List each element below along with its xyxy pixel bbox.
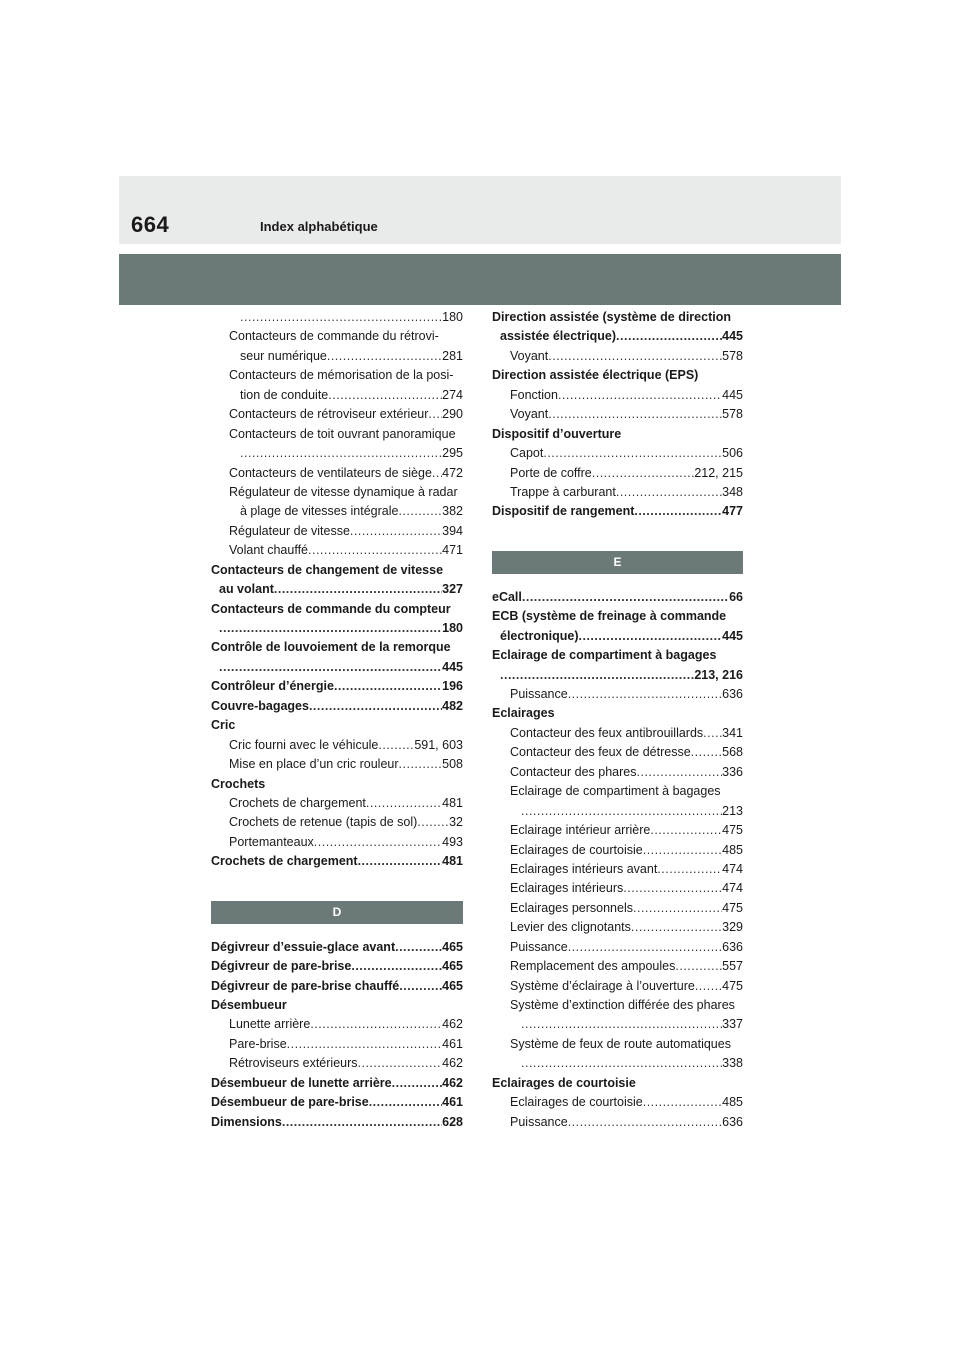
entry-label: Puissance <box>510 1114 568 1129</box>
dot-leader <box>521 1054 722 1073</box>
index-subentry <box>492 464 743 483</box>
page-reference: 508 <box>442 757 463 772</box>
dot-leader <box>351 957 442 976</box>
dot-leader <box>623 879 722 898</box>
entry-label: Dégivreur d’essuie-glace avant <box>211 939 396 954</box>
page-reference: 557 <box>722 959 743 974</box>
index-entry: Direction assistée électrique (EPS) <box>492 368 699 383</box>
index-entry-continuation <box>492 802 743 821</box>
index-entry: Crochets <box>211 776 266 791</box>
page-reference: 474 <box>722 881 743 896</box>
dot-leader <box>378 736 414 755</box>
index-subentry <box>211 1015 463 1034</box>
entry-label: Contacteur des feux de détresse <box>510 745 691 760</box>
dot-leader <box>358 852 443 871</box>
header-band <box>119 176 841 244</box>
dot-leader <box>392 1074 443 1093</box>
index-entry <box>211 852 463 871</box>
index-entry-continuation <box>211 619 463 638</box>
entry-label: Dégivreur de pare-brise chauffé <box>211 978 400 993</box>
index-entry <box>211 1093 463 1112</box>
dot-leader <box>358 1054 443 1073</box>
page-reference: 281 <box>442 348 463 363</box>
entry-label: Puissance <box>510 939 568 954</box>
page-reference: 471 <box>442 543 463 558</box>
page-reference: 196 <box>442 679 463 694</box>
entry-label: à plage de vitesses intégrale <box>240 504 399 519</box>
page-number: 664 <box>131 212 170 237</box>
index-subentry <box>211 736 463 755</box>
index-entry-continuation <box>211 386 463 405</box>
dot-leader <box>616 327 722 346</box>
index-subentry <box>211 522 463 541</box>
page-reference: 445 <box>442 659 463 674</box>
index-subentry <box>211 1035 463 1054</box>
dot-leader <box>274 580 442 599</box>
dot-leader <box>309 697 442 716</box>
index-entry <box>211 938 463 957</box>
dot-leader <box>579 627 723 646</box>
dot-leader <box>548 405 722 424</box>
entry-label: assistée électrique) <box>500 329 617 344</box>
index-entry-continuation <box>211 308 463 327</box>
index-subentry <box>492 821 743 840</box>
dot-leader <box>282 1113 442 1132</box>
dot-leader <box>308 541 442 560</box>
dot-leader <box>634 502 722 521</box>
dot-leader <box>568 685 722 704</box>
dot-leader <box>650 821 722 840</box>
page-reference: 461 <box>442 1095 463 1110</box>
entry-label: Portemanteaux <box>229 834 314 849</box>
index-entry-continuation <box>211 580 463 599</box>
index-subentry <box>492 957 743 976</box>
entry-label: Dimensions <box>211 1114 282 1129</box>
page-reference: 290 <box>442 407 463 422</box>
dot-leader <box>592 464 695 483</box>
entry-label: Trappe à carburant <box>510 484 616 499</box>
page-reference: 338 <box>722 1056 743 1071</box>
page-reference: 481 <box>442 795 463 810</box>
index-subentry <box>211 813 463 832</box>
entry-label: Régulateur de vitesse <box>229 523 350 538</box>
index-entry <box>492 588 743 607</box>
dot-leader <box>558 386 722 405</box>
index-subentry <box>492 899 743 918</box>
index-entry: Désembueur <box>211 998 287 1012</box>
page-reference: 32 <box>449 815 463 830</box>
dot-leader <box>327 347 442 366</box>
index-entry: Contrôle de louvoiement de la remorque <box>211 640 451 655</box>
index-entry: Cric <box>211 718 236 733</box>
dot-leader <box>643 1093 722 1112</box>
entry-label: Voyant <box>510 407 549 422</box>
index-entry-continuation <box>492 1015 743 1034</box>
page-reference: 493 <box>442 834 463 849</box>
index-entry: Eclairage de compartiment à bagages <box>492 648 717 663</box>
page-reference: 341 <box>722 725 743 740</box>
dot-leader <box>548 347 722 366</box>
index-entry: Contacteurs de changement de vitesse <box>211 562 444 577</box>
page-reference: 327 <box>442 582 463 597</box>
entry-label: au volant <box>219 582 274 597</box>
dot-leader <box>675 957 722 976</box>
entry-label: Crochets de chargement <box>229 795 366 810</box>
entry-label: Dégivreur de pare-brise <box>211 959 352 974</box>
index-subentry <box>492 841 743 860</box>
page-reference: 465 <box>442 939 463 954</box>
entry-label: Levier des clignotants <box>510 920 631 935</box>
index-subentry: Régulateur de vitesse dynamique à radar <box>229 484 458 499</box>
page-reference: 295 <box>442 446 463 461</box>
page-reference: 329 <box>722 920 743 935</box>
entry-label: Volant chauffé <box>229 543 309 558</box>
index-subentry: Contacteurs de commande du rétrovi- <box>229 329 439 344</box>
page-reference: 445 <box>722 387 743 402</box>
entry-label: Couvre-bagages <box>211 698 309 713</box>
section-letter-e: E <box>492 551 743 574</box>
index-subentry <box>492 918 743 937</box>
entry-label: Contrôleur d’énergie <box>211 679 334 694</box>
dot-leader <box>350 522 442 541</box>
index-subentry: Système d’extinction différée des phares <box>510 998 735 1012</box>
entry-label: Voyant <box>510 348 549 363</box>
dot-leader <box>395 938 442 957</box>
dot-leader <box>568 1113 722 1132</box>
page-reference: 445 <box>722 329 743 344</box>
index-subentry: Eclairage de compartiment à bagages <box>510 784 721 799</box>
index-subentry <box>492 1113 743 1132</box>
page-reference: 336 <box>722 764 743 779</box>
page-reference: 475 <box>722 978 743 993</box>
page-reference: 481 <box>442 854 463 869</box>
index-entry <box>492 502 743 521</box>
entry-label: électronique) <box>500 628 579 643</box>
dot-leader <box>428 405 442 424</box>
index-subentry <box>211 833 463 852</box>
index-subentry <box>492 743 743 762</box>
dot-leader <box>240 308 442 327</box>
page-reference: 394 <box>442 523 463 538</box>
dot-leader <box>398 502 442 521</box>
entry-label: Désembueur de pare-brise <box>211 1095 369 1110</box>
dot-leader <box>399 755 443 774</box>
index-subentry <box>492 860 743 879</box>
index-subentry <box>211 1054 463 1073</box>
section-title: Index alphabétique <box>260 219 378 234</box>
index-entry-continuation <box>492 327 743 346</box>
entry-label: Capot <box>510 446 544 461</box>
page-reference: 578 <box>722 348 743 363</box>
page-reference: 506 <box>722 446 743 461</box>
dot-leader <box>219 619 442 638</box>
index-entry-continuation <box>211 502 463 521</box>
index-entry: Contacteurs de commande du compteur <box>211 601 451 616</box>
dot-leader <box>432 464 442 483</box>
section-letter-d: D <box>211 901 463 924</box>
page-reference: 337 <box>722 1017 743 1032</box>
index-subentry <box>492 724 743 743</box>
entry-label: Eclairages intérieurs avant <box>510 861 658 876</box>
dot-leader <box>369 1093 442 1112</box>
entry-label: Dispositif de rangement <box>492 504 635 519</box>
entry-label: Eclairages personnels <box>510 900 633 915</box>
page-reference: 485 <box>722 1095 743 1110</box>
page-reference: 180 <box>442 310 463 324</box>
dot-leader <box>500 666 694 685</box>
page-reference: 348 <box>722 484 743 499</box>
entry-label: Mise en place d’un cric rouleur <box>229 757 399 772</box>
index-entry <box>211 957 463 976</box>
dot-leader <box>334 677 442 696</box>
dot-leader <box>314 833 442 852</box>
page-reference: 628 <box>442 1114 463 1129</box>
page-reference: 462 <box>442 1075 463 1090</box>
page-reference: 578 <box>722 407 743 422</box>
index-entry-continuation <box>492 666 743 685</box>
index-subentry: Contacteurs de mémorisation de la posi- <box>229 368 454 383</box>
page-reference: 636 <box>722 939 743 954</box>
index-subentry: Système de feux de route automatiques <box>510 1036 731 1051</box>
dot-leader <box>633 899 722 918</box>
entry-label: seur numérique <box>240 348 327 363</box>
index-column-right <box>492 308 743 1132</box>
dot-leader <box>310 1015 442 1034</box>
index-entry-continuation <box>492 627 743 646</box>
page-reference: 482 <box>442 698 463 713</box>
entry-label: Contacteur des feux antibrouillards <box>510 725 704 740</box>
index-entry: Direction assistée (système de direction <box>492 310 731 324</box>
index-entry-continuation <box>211 658 463 677</box>
entry-label: Système d’éclairage à l’ouverture <box>510 978 695 993</box>
entry-label: Contacteurs de ventilateurs de siège <box>229 465 432 480</box>
entry-label: Porte de coffre <box>510 465 592 480</box>
index-subentry <box>211 541 463 560</box>
dot-leader <box>643 841 722 860</box>
entry-label: Cric fourni avec le véhicule <box>229 737 379 752</box>
entry-label: Eclairage intérieur arrière <box>510 823 651 838</box>
dot-leader <box>695 977 722 996</box>
page-reference: 66 <box>729 589 743 604</box>
dot-leader <box>522 588 729 607</box>
page-reference: 462 <box>442 1017 463 1032</box>
entry-label: Remplacement des ampoules <box>510 959 676 974</box>
entry-label: Crochets de retenue (tapis de sol) <box>229 815 418 830</box>
index-entry: ECB (système de freinage à commande <box>492 609 727 624</box>
index-subentry <box>211 464 463 483</box>
dot-leader <box>543 444 722 463</box>
index-subentry <box>492 483 743 502</box>
page-reference: 212, 215 <box>694 465 743 480</box>
page-reference: 591, 603 <box>414 737 463 752</box>
index-subentry <box>492 763 743 782</box>
entry-label: Lunette arrière <box>229 1017 311 1032</box>
dot-leader <box>287 1035 442 1054</box>
dot-leader <box>240 444 442 463</box>
index-entry: Eclairages <box>492 706 555 721</box>
dot-leader <box>521 1015 722 1034</box>
index-entry-continuation <box>211 347 463 366</box>
dot-leader <box>328 386 442 405</box>
dot-leader <box>521 802 722 821</box>
index-entry <box>211 697 463 716</box>
index-entry <box>211 1113 463 1132</box>
index-subentry <box>211 755 463 774</box>
dot-leader <box>631 918 722 937</box>
entry-label: Crochets de chargement <box>211 854 358 869</box>
page-reference: 462 <box>442 1056 463 1071</box>
dot-leader <box>399 977 442 996</box>
index-column-left <box>211 308 463 1132</box>
index-subentry <box>492 685 743 704</box>
page-reference: 461 <box>442 1036 463 1051</box>
index-subentry <box>492 879 743 898</box>
page-reference: 465 <box>442 959 463 974</box>
page-reference: 636 <box>722 687 743 701</box>
page-reference: 475 <box>722 823 743 838</box>
entry-label: tion de conduite <box>240 387 329 402</box>
index-subentry <box>211 794 463 813</box>
index-subentry <box>211 405 463 424</box>
dot-leader <box>703 724 722 743</box>
entry-label: Eclairages intérieurs <box>510 881 624 896</box>
page-reference: 568 <box>722 745 743 760</box>
entry-label: Rétroviseurs extérieurs <box>229 1056 358 1071</box>
index-entry-continuation <box>211 444 463 463</box>
page-reference: 445 <box>722 628 743 643</box>
dot-leader <box>657 860 722 879</box>
entry-label: Désembueur de lunette arrière <box>211 1075 392 1090</box>
entry-label: Puissance <box>510 687 568 701</box>
page-reference: 474 <box>722 861 743 876</box>
dot-leader <box>691 743 722 762</box>
dot-leader <box>568 938 722 957</box>
page-reference: 465 <box>442 978 463 993</box>
index-entry: Eclairages de courtoisie <box>492 1075 636 1090</box>
page-reference: 382 <box>442 504 463 519</box>
entry-label: Contacteurs de rétroviseur extérieur <box>229 407 429 422</box>
entry-label: Fonction <box>510 387 558 402</box>
entry-label: Eclairages de courtoisie <box>510 1095 643 1110</box>
header-dark-band <box>119 254 841 305</box>
index-entry <box>211 677 463 696</box>
page-reference: 636 <box>722 1114 743 1129</box>
entry-label: eCall <box>492 589 522 604</box>
index-entry <box>211 977 463 996</box>
entry-label: Pare-brise <box>229 1036 287 1051</box>
dot-leader <box>219 658 442 677</box>
dot-leader <box>417 813 449 832</box>
dot-leader <box>366 794 442 813</box>
page-reference: 475 <box>722 900 743 915</box>
page-reference: 485 <box>722 842 743 857</box>
index-entry-continuation <box>492 1054 743 1073</box>
index-subentry <box>492 977 743 996</box>
page-reference: 213 <box>722 803 743 818</box>
index-entry <box>211 1074 463 1093</box>
page-reference: 180 <box>442 621 463 635</box>
page-reference: 477 <box>722 504 743 519</box>
dot-leader <box>616 483 722 502</box>
page-reference: 274 <box>442 387 463 402</box>
page-reference: 213, 216 <box>694 667 743 682</box>
dot-leader <box>636 763 722 782</box>
page-reference: 472 <box>442 465 463 480</box>
index-entry: Dispositif d’ouverture <box>492 426 622 441</box>
index-subentry <box>492 938 743 957</box>
index-subentry <box>492 347 743 366</box>
entry-label: Contacteur des phares <box>510 764 637 779</box>
index-subentry <box>492 386 743 405</box>
index-subentry <box>492 405 743 424</box>
entry-label: Eclairages de courtoisie <box>510 842 643 857</box>
index-subentry <box>492 444 743 463</box>
index-subentry: Contacteurs de toit ouvrant panoramique <box>229 426 456 441</box>
index-subentry <box>492 1093 743 1112</box>
